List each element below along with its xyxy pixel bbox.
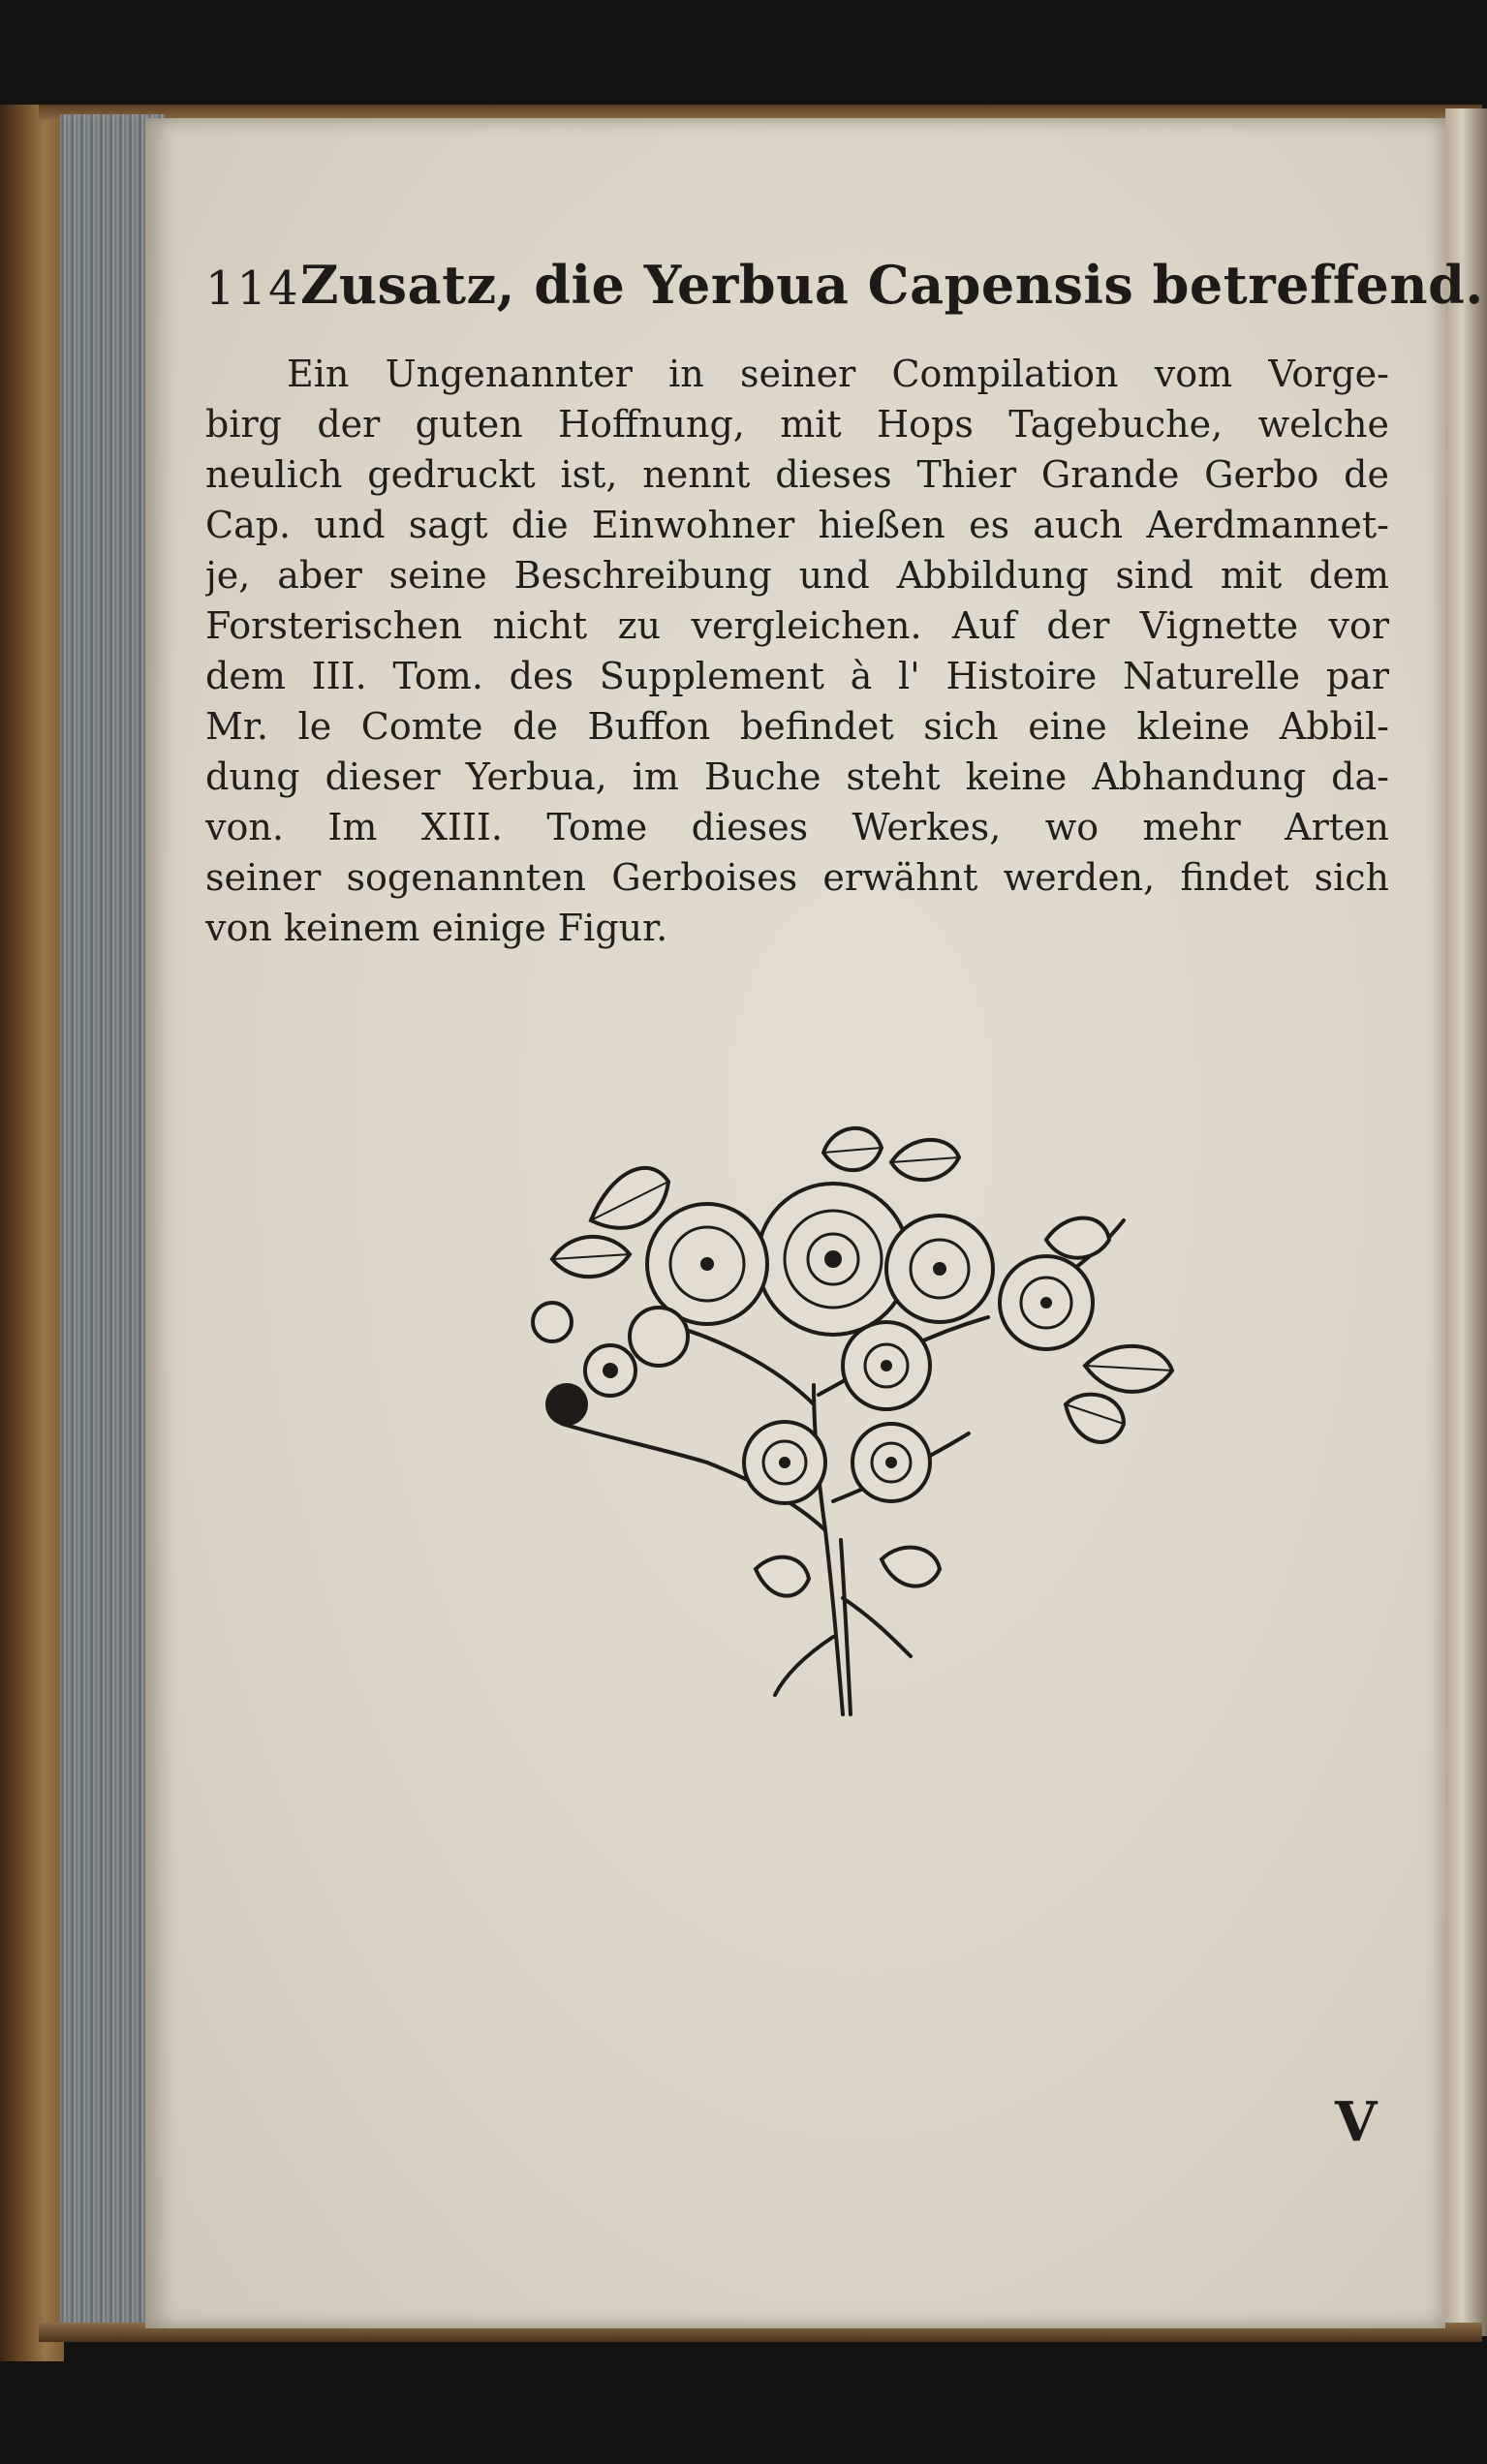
- scan-background-top: [0, 0, 1487, 108]
- text-line: Cap. und sagt die Einwohner hießen es auch Aerdmannet-: [205, 504, 1389, 546]
- body-paragraph: [205, 349, 1389, 953]
- text-line: von keinem einige Figur.: [205, 907, 668, 949]
- page-number: 114: [205, 262, 300, 316]
- text-line: Forsterischen nicht zu vergleichen. Auf der Vignette vor: [205, 604, 1389, 647]
- running-title: Zusatz, die Yerbua Capensis betreffend.: [300, 254, 1484, 316]
- text-line: je, aber seine Beschreibung und Abbildung sind mit dem: [205, 554, 1389, 597]
- text-line: birg der guten Hoffnung, mit Hops Tagebuche, welche: [205, 403, 1389, 446]
- text-line: dung dieser Yerbua, im Buche steht keine Abhandung da-: [205, 755, 1389, 798]
- text-line: Mr. le Comte de Buffon befindet sich eine kleine Abbil-: [205, 705, 1389, 748]
- floral-bouquet-woodcut-icon: [465, 1114, 1221, 1734]
- text-line: neulich gedruckt ist, nennt dieses Thier Grande Gerbo de: [205, 453, 1389, 496]
- page-header: [205, 254, 1484, 341]
- book-cover-right: [1445, 108, 1487, 2336]
- book-cover-left: [0, 105, 64, 2361]
- text-line: dem III. Tom. des Supplement à l' Histoire Naturelle par: [205, 655, 1389, 697]
- signature-mark: V: [1335, 2090, 1378, 2154]
- text-line: Ein Ungenannter in seiner Compilation vom Vorge-: [287, 353, 1389, 395]
- text-line: von. Im XIII. Tome dieses Werkes, wo mehr Arten: [205, 806, 1389, 848]
- scan-background-bottom: [0, 2334, 1487, 2464]
- text-line: seiner sogenannten Gerboises erwähnt werden, findet sich: [205, 856, 1389, 899]
